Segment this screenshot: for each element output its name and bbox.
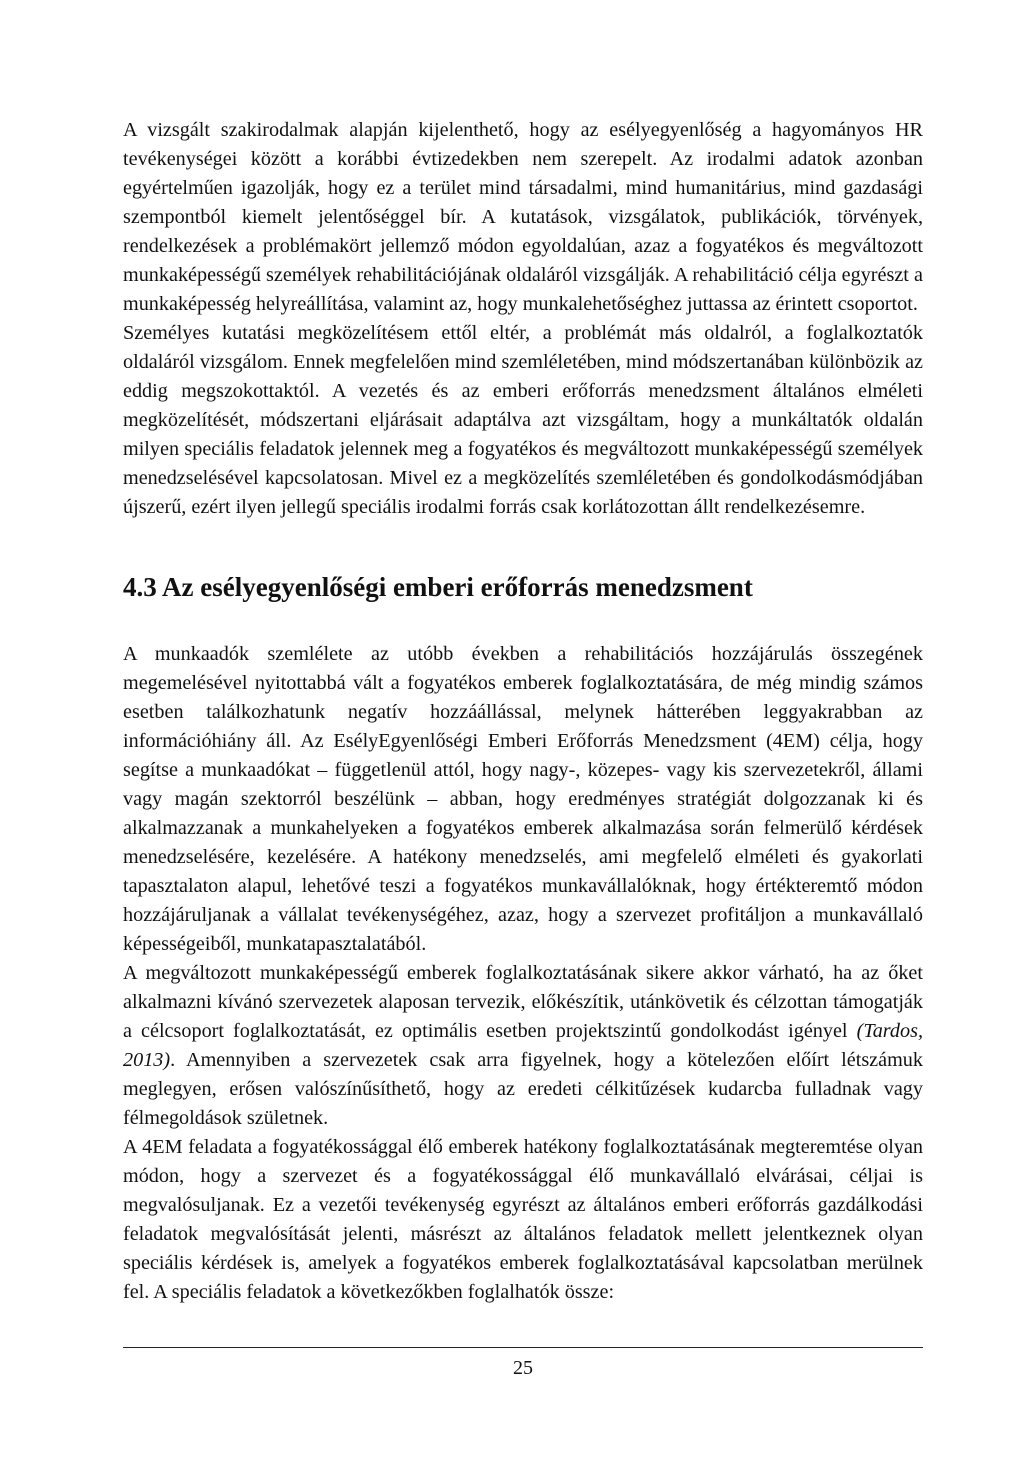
- footer-divider: [123, 1347, 923, 1348]
- paragraph-4em-task: A 4EM feladata a fogyatékossággal élő emberek hatékony foglalkoztatásának megteremtése olyan módon, hogy a szervezet és a fogyatékossággal élő munkavállaló elvárásai, céljai is megvalósuljanak. Ez a vezetői tevékenység egyrészt az általános emberi erőforrás gazdálkodási feladatok megvalósítását jelenti, másrészt az általános feladatok mellett jelentkeznek olyan speciális kérdések is, amelyek a fogyatékos emberek foglalkoztatásával kapcsolatban merülnek fel. A speciális feladatok a következőkben foglalhatók össze:: [123, 1136, 923, 1303]
- paragraph-literature-summary: A vizsgált szakirodalmak alapján kijelenthető, hogy az esélyegyenlőség a hagyományos HR tevékenységei között a korábbi évtizedekben nem szerepelt. Az irodalmi adatok azonban egyértelműen igazolják, hogy ez a terület mind társadalmi, mind humanitárius, mind gazdasági szempontból kiemelt jelentőséggel bír. A kutatások, vizsgálatok, publikációk, törvények, rendelkezések a problémakört jellemző módon egyoldalúan, azaz a fogyatékos és megváltozott munkaképességű személyek rehabilitációjának oldaláról vizsgálják. A rehabilitáció célja egyrészt a munkaképesség helyreállítása, valamint az, hogy munkalehetőséghez juttassa az érintett csoportot.: [123, 119, 923, 315]
- paragraph-employment-success: [123, 959, 923, 1133]
- page-number: 25: [513, 1357, 533, 1379]
- section-title: Az esélyegyenlőségi emberi erőforrás menedzsment: [162, 572, 753, 602]
- section-number: 4.3: [123, 572, 157, 602]
- paragraph-text: A megváltozott munkaképességű emberek foglalkoztatásának sikere akkor várható, ha az őket alkalmazni kívánó szervezetek alaposan tervezik, előkészítik, utánkövetik és célzottan támogatják a célcsoport foglalkoztatását, ez optimális esetben projektszintű gondolkodást igényel: [123, 962, 923, 1042]
- paragraph-employer-attitude: A munkaadók szemlélete az utóbb években a rehabilitációs hozzájárulás összegének megemelésével nyitottabbá vált a fogyatékos emberek foglalkoztatására, de még mindig számos esetben találkozhatunk negatív hozzáállással, melynek hátterében leggyakrabban az információhiány áll. Az EsélyEgyenlőségi Emberi Erőforrás Menedzsment (4EM) célja, hogy segítse a munkaadókat – függetlenül attól, hogy nagy-, közepes- vagy kis szervezetekről, állami vagy magán szektorról beszélünk – abban, hogy eredményes stratégiát dolgozzanak ki és alkalmazzanak a munkahelyeken a fogyatékos emberek alkalmazása során felmerülő kérdések menedzselésére, kezelésére. A hatékony menedzselés, ami megfelelő elméleti és gyakorlati tapasztalaton alapul, lehetővé teszi a fogyatékos munkavállalóknak, hogy értékteremtő módon hozzájáruljanak a vállalat tevékenységéhez, azaz, hogy a szervezet profitáljon a munkavállaló képességeiből, munkatapasztalatából.: [123, 643, 923, 955]
- paragraph-personal-approach: Személyes kutatási megközelítésem ettől eltér, a problémát más oldalról, a foglalkoztatók oldaláról vizsgálom. Ennek megfelelően mind szemléletében, mind módszertanában különbözik az eddig megszokottaktól. A vezetés és az emberi erőforrás menedzsment általános elméleti megközelítését, módszertani eljárásait adaptálva azt vizsgáltam, hogy a munkáltatók oldalán milyen speciális feladatok jelennek meg a fogyatékos és megváltozott munkaképességű személyek menedzselésével kapcsolatosan. Mivel ez a megközelítés szemléletében és gondolkodásmódjában újszerű, ezért ilyen jellegű speciális irodalmi forrás csak korlátozottan állt rendelkezésemre.: [123, 322, 923, 518]
- document-page: [123, 116, 923, 1307]
- section-heading: [123, 570, 923, 604]
- page-footer: [123, 1347, 923, 1380]
- citation: (Tardos, 2013): [123, 1020, 923, 1071]
- paragraph-text: . Amennyiben a szervezetek csak arra figyelnek, hogy a kötelezően előírt létszámuk meglegyen, erősen valószínűsíthető, hogy az eredeti célkitűzések kudarcba fulladnak vagy félmegoldások születnek.: [123, 1049, 923, 1129]
